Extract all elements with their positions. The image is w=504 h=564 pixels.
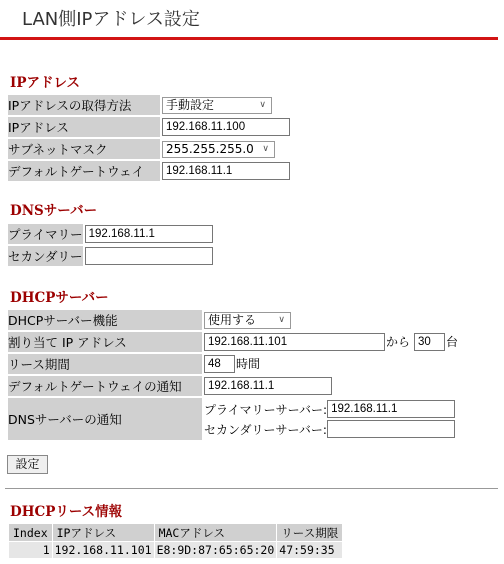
dns-section-heading: DNSサーバー bbox=[10, 203, 98, 219]
chevron-down-icon: ∨ bbox=[262, 143, 269, 154]
lease-info-heading: DHCPリース情報 bbox=[10, 504, 123, 520]
dns-settings-table bbox=[6, 222, 215, 268]
dns-notify-primary-label: プライマリーサーバー: bbox=[204, 402, 328, 417]
gateway-notify-label: デフォルトゲートウェイの通知 bbox=[8, 376, 202, 396]
ip-settings-table bbox=[6, 93, 292, 183]
dns-primary-label: プライマリー bbox=[8, 224, 83, 244]
gateway-notify-input[interactable] bbox=[204, 377, 332, 395]
lease-col-index: Index bbox=[9, 524, 52, 541]
lease-info-table bbox=[8, 523, 343, 559]
lease-row-ip: 192.168.11.101 bbox=[54, 543, 152, 557]
ip-address-input[interactable] bbox=[162, 118, 290, 136]
ip-address-label: IPアドレス bbox=[8, 117, 160, 137]
lease-col-mac: MACアドレス bbox=[155, 524, 277, 541]
dhcp-function-label: DHCPサーバー機能 bbox=[8, 310, 202, 330]
submit-button[interactable]: 設定 bbox=[7, 455, 48, 474]
dns-secondary-input[interactable] bbox=[85, 247, 213, 265]
page-title: LAN側IPアドレス設定 bbox=[0, 0, 498, 40]
lease-period-label: リース期間 bbox=[8, 354, 202, 374]
lease-row-mac: E8:9D:87:65:65:20 bbox=[156, 543, 275, 557]
divider bbox=[5, 488, 498, 489]
dhcp-settings-table bbox=[6, 308, 460, 442]
dns-notify-secondary-input[interactable] bbox=[327, 420, 455, 438]
lease-row-expire: 47:59:35 bbox=[277, 542, 342, 558]
lease-period-input[interactable] bbox=[204, 355, 235, 373]
default-gateway-label: デフォルトゲートウェイ bbox=[8, 161, 160, 181]
dns-notify-table bbox=[204, 399, 455, 439]
assign-ip-start-input[interactable] bbox=[204, 333, 385, 351]
dhcp-function-value: 使用する bbox=[208, 312, 257, 327]
assign-ip-label: 割り当て IP アドレス bbox=[8, 332, 202, 352]
lease-row-index: 1 bbox=[9, 542, 52, 558]
lease-col-ip: IPアドレス bbox=[53, 524, 154, 541]
ip-section-heading: IPアドレス bbox=[10, 75, 81, 91]
count-unit-label: 台 bbox=[446, 334, 459, 349]
subnet-mask-value: 255.255.255.0 bbox=[166, 141, 254, 156]
acquire-method-select[interactable] bbox=[162, 97, 272, 114]
acquire-method-value: 手動設定 bbox=[166, 97, 215, 112]
table-row bbox=[9, 542, 342, 558]
lease-col-expire: リース期限 bbox=[277, 524, 342, 541]
lease-unit-label: 時間 bbox=[236, 356, 261, 371]
dhcp-section-heading: DHCPサーバー bbox=[10, 290, 109, 306]
dns-notify-primary-input[interactable] bbox=[327, 400, 455, 418]
dns-notify-secondary-label: セカンダリーサーバー: bbox=[204, 422, 327, 437]
dns-primary-input[interactable] bbox=[85, 225, 213, 243]
assign-count-input[interactable] bbox=[414, 333, 445, 351]
from-label: から bbox=[386, 334, 411, 349]
acquire-method-label: IPアドレスの取得方法 bbox=[8, 95, 160, 115]
subnet-mask-label: サブネットマスク bbox=[8, 139, 160, 159]
subnet-mask-select[interactable] bbox=[162, 141, 275, 158]
default-gateway-input[interactable] bbox=[162, 162, 290, 180]
chevron-down-icon: ∨ bbox=[278, 314, 285, 325]
dhcp-function-select[interactable] bbox=[204, 312, 291, 329]
chevron-down-icon: ∨ bbox=[259, 99, 266, 110]
dns-secondary-label: セカンダリー bbox=[8, 246, 83, 266]
dns-notify-label: DNSサーバーの通知 bbox=[8, 398, 202, 440]
